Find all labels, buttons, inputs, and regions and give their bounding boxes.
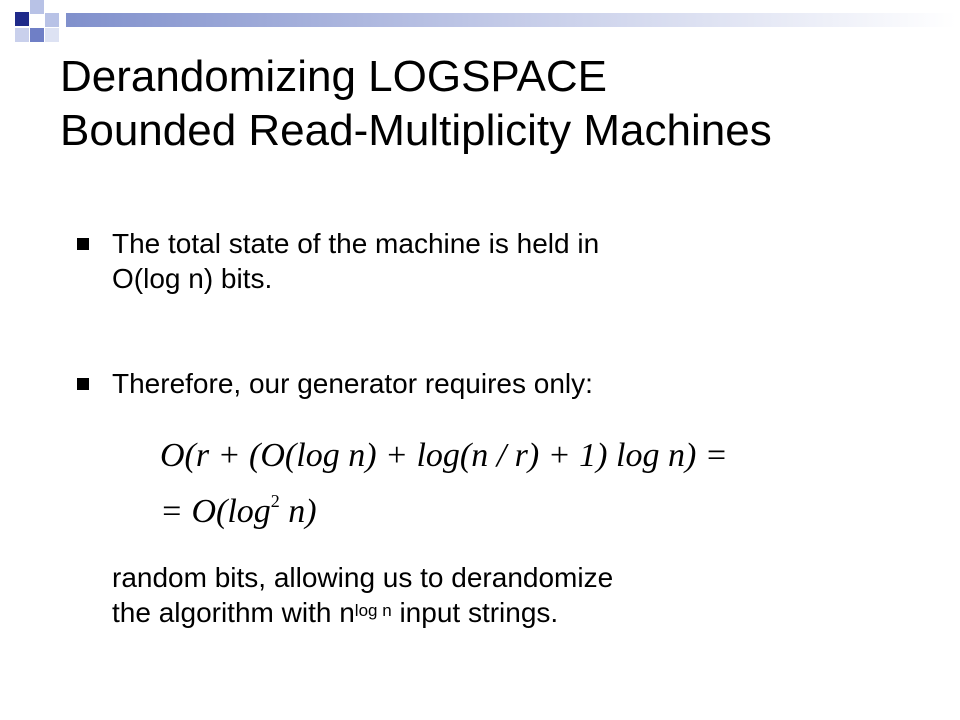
continuation-suffix: input strings. xyxy=(391,597,559,628)
continuation-superscript: log n xyxy=(354,601,392,620)
formula-expression: O(r + (O(log n) + log(n / r) + 1) log n) = xyxy=(160,437,728,474)
deco-square xyxy=(15,28,29,42)
bullet-marker xyxy=(77,378,89,390)
deco-square xyxy=(30,0,44,14)
deco-square xyxy=(45,28,59,42)
slide-title-line1: Derandomizing LOGSPACE xyxy=(60,52,607,101)
deco-square xyxy=(30,28,44,42)
continuation-prefix: the algorithm with n xyxy=(112,597,355,628)
continuation-line1: random bits, allowing us to derandomize xyxy=(112,562,614,593)
formula-suffix: n) xyxy=(279,493,317,530)
formula-line1 xyxy=(160,437,728,475)
bullet-text xyxy=(112,366,593,401)
deco-square-dark xyxy=(15,12,29,26)
slide-title-line2: Bounded Read-Multiplicity Machines xyxy=(60,106,772,155)
formula-prefix: = O(log xyxy=(160,493,271,530)
deco-square xyxy=(45,13,59,27)
formula-exponent: 2 xyxy=(270,491,280,511)
bullet-line: The total state of the machine is held in xyxy=(112,228,600,259)
bullet-line: Therefore, our generator requires only: xyxy=(112,368,593,399)
bullet-marker xyxy=(77,238,89,250)
continuation-line2 xyxy=(112,595,613,630)
bullet-text xyxy=(112,226,599,296)
bullet-line: O(log n) bits. xyxy=(112,263,273,294)
formula-line2 xyxy=(160,493,317,531)
continuation-text xyxy=(112,560,613,630)
slide-title xyxy=(60,50,940,158)
header-gradient-bar xyxy=(66,13,956,27)
